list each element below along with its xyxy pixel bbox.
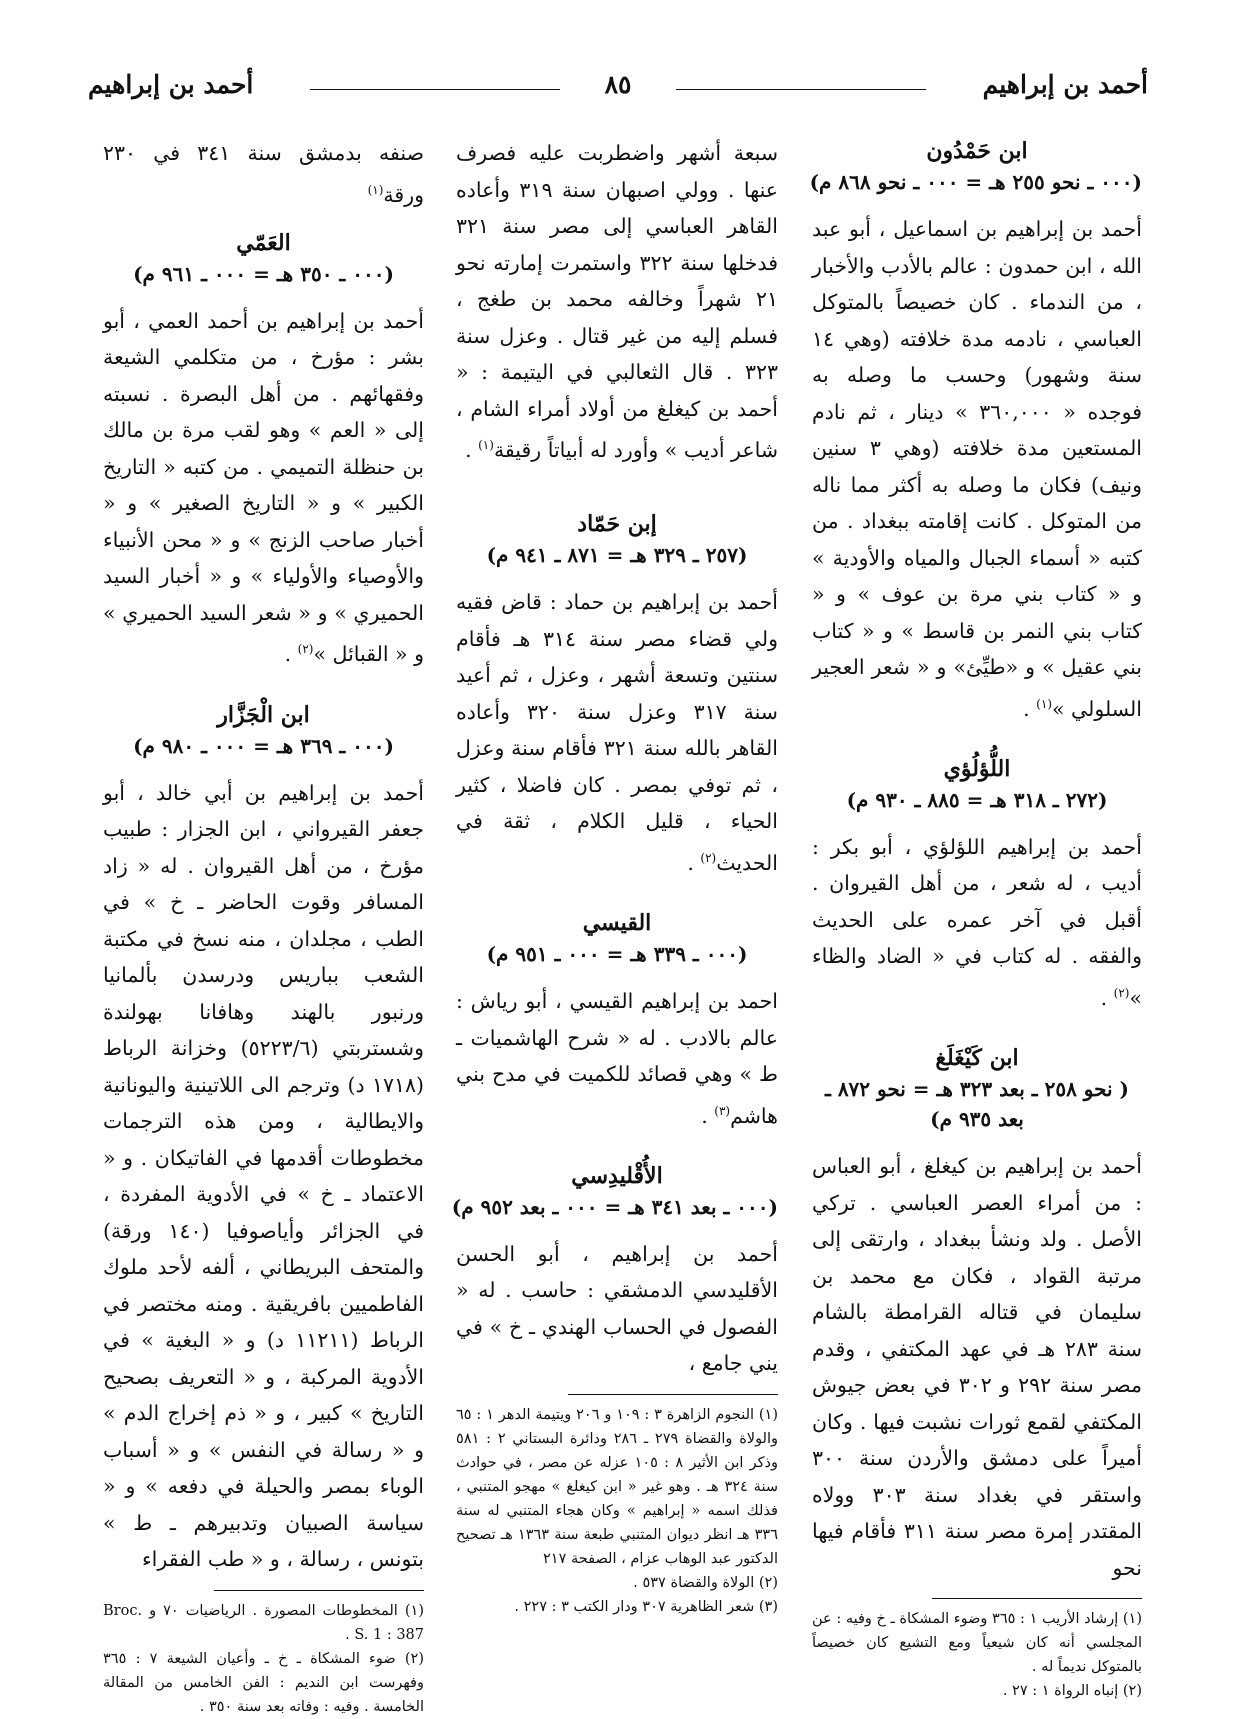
entry-heading: ابن حَمْدُون (926, 138, 1028, 164)
page-number: ٨٥ (604, 70, 632, 99)
footnote-ref: (١) (1036, 696, 1052, 711)
left-column (103, 135, 424, 1719)
footnote-rule (568, 1394, 778, 1395)
running-header (88, 70, 1148, 110)
entry-body-continued: سبعة أشهر واضطربت عليه فصرف عنها . وولي اصبهان سنة ٣١٩ وأعاده القاهر العباسي إلى مصر سنة ٣٢١ فدخلها سنة ٣٢٢ واستمرت إمارته نحو ٢١ شهراً وخالفه محمد بن طغج ، فسلم إليه من غير قتال . وعزل سنة ٣٢٣ . قال الثعالبي في اليتيمة : « أحمد بن كيغلغ من أولاد أمراء الشام ، شاعر أديب » وأورد له أبياتاً رقيقة$^{(١)}$ . (456, 141, 778, 462)
entry-heading: اللُّؤلُؤي (943, 755, 1011, 782)
entry-body: احمد بن إبراهيم القيسي ، أبو رياش : عالم بالادب . له « شرح الهاشميات ـ ط » وهي قصائد للكميت في مدح بني هاشم$^{(٣)}$ . (456, 989, 778, 1128)
entry-heading: ابن كَيْغَلَغ (935, 1045, 1019, 1072)
entry-body-continued: صنفه بدمشق سنة ٣٤١ في ٢٣٠ ورقة$^{(١)}$ (103, 141, 424, 207)
entry-body: أحمد بن إبراهيم بن كيغلغ ، أبو العباس : من أمراء العصر العباسي . تركي الأصل . ولد ونشأ ببغداد ، وارتقى إلى مرتبة القواد ، فكان مع محمد بن سليمان في قتاله القرامطة بالشام سنة ٢٨٣ هـ في عهد المكتفي ، وقدم مصر سنة ٢٩٢ و ٣٠٢ في بعض جيوش المكتفي لقمع ثورات نشبت فيها . وكان أميراً على دمشق والأردن سنة ٣٠٠ واستقر في بغداد سنة ٣٠٣ وولاه المقتدر إمرة مصر سنة ٣١١ فأقام فيها نحو (812, 1154, 1143, 1580)
footnote: (٢) الولاة والقضاة ٥٣٧ . (633, 1574, 778, 1591)
footnote: (١) المخطوطات المصورة . الرياضيات ٧٠ و Broc. S. 1 : 387 . (103, 1602, 424, 1643)
footnote: (١) النجوم الزاهرة ٣ : ١٠٩ و ٢٠٦ ويتيمة الدهر ١ : ٦٥ والولاة والقضاة ٢٧٩ ـ ٢٨٦ ودائرة البستاني ٢ : ٥٨١ وذكر ابن الأثير ٨ : ١٠٥ عزله عن مصر ، في حوادث سنة ٣٢٤ هـ . وهو غير « ابن كيغلغ » مهجو المتنبي ، فذلك اسمه « إبراهيم » وكان هجاء المتنبي له سنة ٣٣٦ هـ انظر ديوان المتنبي طبعة سنة ١٣٦٣ هـ تصحيح الدكتور عبد الوهاب عزام ، الصفحة ٢١٧ (456, 1406, 779, 1567)
entry-body: أحمد بن إبراهيم بن حماد : قاض فقيه ولي قضاء مصر سنة ٣١٤ هـ فأقام سنتين وتسعة أشهر ، وعزل ، ثم أعيد سنة ٣١٧ وعزل سنة ٣٢٠ وأعاده القاهر بالله سنة ٣٢١ فأقام سنة وعزل ، ثم توفي بمصر . كان فاضلا ، كثير الحياء ، قليل الكلام ، ثقة في الحديث$^{(٢)}$ . (456, 590, 778, 875)
entry-heading: القيسي (582, 910, 652, 937)
entry-heading: الأُقْليدِسي (571, 1162, 663, 1189)
entry-body: أحمد بن إبراهيم اللؤلؤي ، أبو بكر : أديب ، له شعر ، من أهل القيروان . أقبل في آخر عمره على الحديث والفقه . له كتاب في « الضاد والظاء »$^{(٢)}$ . (812, 834, 1142, 1010)
header-rule-right (676, 89, 926, 90)
entry-dates: (٠٠٠ ـ نحو ٢٥٥ هـ = ٠٠٠ ـ نحو ٨٦٨ م) (809, 170, 1142, 194)
entry-body: أحمد بن إبراهيم بن أحمد العمي ، أبو بشر : مؤرخ ، من متكلمي الشيعة وفقهائهم . من أهل البصرة . نسبته إلى « العم » وهو لقب مرة بن مالك بن حنظلة التميمي . من كتبه « التاريخ الكبير » و « التاريخ الصغير » و « أخبار صاحب الزنج » و « محن الأنبياء والأوصياء والأولياء » و « أخبار السيد الحميري » و « شعر السيد الحميري » و « القبائل »$^{(٢)}$ . (103, 308, 424, 667)
entry-dates: ( نحو ٢٥٨ ـ بعد ٣٢٣ هـ = نحو ٨٧٢ ـ بعد ٩٣٥ م) (824, 1077, 1130, 1132)
entry-dates: (٠٠٠ ـ ٣٦٩ هـ = ٠٠٠ ـ ٩٨٠ م) (133, 733, 394, 758)
footnote-ref: (٢) (700, 850, 717, 865)
entry-heading: ابن الْجَزَّار (217, 701, 310, 728)
footnote-ref: (١) (367, 182, 384, 197)
entry-body: أحمد بن إبراهيم ، أبو الحسن الأقليدسي الدمشقي : حاسب . له « الفصول في الحساب الهندي ـ خ » في يني جامع ، (456, 1241, 778, 1376)
footnote: (١) إرشاد الأريب ١ : ٣٦٥ وضوء المشكاة ـ خ وفيه : عن المجلسي أنه كان شيعياً ومع التشيع كان خصيصاً بالمتوكل نديماً له . (812, 1611, 1142, 1676)
entry-dates: (٠٠٠ ـ ٣٥٠ هـ = ٠٠٠ ـ ٩٦١ م) (133, 261, 394, 286)
header-name-right: أحمد بن إبراهيم (982, 70, 1148, 99)
entry-heading: العَمّي (236, 229, 291, 256)
header-rule-left (310, 89, 560, 90)
entry-heading: إبن حَمّاد (577, 511, 657, 538)
footnote: (٢) إنباه الرواة ١ : ٢٧ . (1002, 1683, 1142, 1700)
entry-dates: (٢٧٢ ـ ٣١٨ هـ = ٨٨٥ ـ ٩٣٠ م) (846, 787, 1108, 812)
footnote: (٣) شعر الظاهرية ٣٠٧ ودار الكتب ٣ : ٢٢٧ . (514, 1598, 778, 1615)
footnote-rule (214, 1590, 424, 1591)
entry-body: أحمد بن إبراهيم بن اسماعيل ، أبو عبد الله ، ابن حمدون : عالم بالأدب والأخبار ، من الندماء . كان خصيصاً بالمتوكل العباسي ، نادمه مدة خلافته (وهي ١٤ سنة وشهور) وحسب ما وصله به فوجده « ٣٦٠,٠٠٠ » دينار ، ثم نادم المستعين مدة خلافته (وهي ٣ سنين ونيف) فكان ما وصله به أكثر مما ناله من المتوكل . كانت إقامته ببغداد . من كتبه « أسماء الجبال والمياه والأودية » و « كتاب بني مرة بن عوف » و « كتاب بني النمر بن قاسط » و « كتاب بني عقيل » و «طيِّئ» و « شعر العجير السلولي »$^{(١)}$ . (812, 217, 1143, 721)
footnote-ref: (٢) (297, 642, 314, 657)
entry-body: أحمد بن إبراهيم بن أبي خالد ، أبو جعفر القيرواني ، ابن الجزار : طبيب مؤرخ ، من أهل القيروان . له « زاد المسافر وقوت الحاضر ـ خ » في الطب ، مجلدان ، منه نسخ في مكتبة الشعب بباريس ودرسدن بألمانيا ورنبور بالهند وهافانا بهولندة وشستربتي (٥٢٢٣/٦) وخزانة الرباط (١٧١٨ د) وترجم الى اللاتينية واليونانية والايطالية ، ومن هذه الترجمات مخطوطات أقدمها في الفاتيكان . و « الاعتماد ـ خ » في الأدوية المفردة ، في الجزائر وأياصوفيا (١٤٠ ورقة) والمتحف البريطاني ، ألفه لأحد ملوك الفاطميين بافريقية . ومنه مختصر في الرباط (١١٢١١ د) و « البغية » في الأدوية المركبة ، و « التعريف بصحيح التاريخ » كبير ، و « ذم إخراج الدم » و « رسالة في النفس » و « أسباب الوباء بمصر والحيلة في دفعه » و « سياسة الصبيان وتدبيرهم ـ ط » بتونس ، رسالة ، و « طب الفقراء (103, 780, 424, 1572)
footnote-rule (932, 1598, 1142, 1599)
footnote-ref: (٢) (1113, 985, 1130, 1000)
right-column (809, 135, 1143, 1703)
entry-dates: (٠٠٠ ـ ٣٣٩ هـ = ٠٠٠ ـ ٩٥١ م) (486, 942, 748, 967)
entry-dates: (٠٠٠ ـ بعد ٣٤١ هـ = ٠٠٠ ـ بعد ٩٥٢ م) (451, 1194, 778, 1219)
footnote: (٢) ضوء المشكاة ـ خ ـ وأعيان الشيعة ٧ : ٣٦٥ وفهرست ابن النديم : الفن الخامس من المقالة الخامسة . وفيه : وفاته بعد سنة ٣٥٠ . (103, 1650, 424, 1715)
footnote-ref: (١) (478, 438, 494, 452)
middle-column (451, 135, 779, 1619)
entry-dates: (٢٥٧ ـ ٣٢٩ هـ = ٨٧١ ـ ٩٤١ م) (486, 543, 748, 568)
header-name-left: أحمد بن إبراهيم (88, 70, 254, 99)
footnote-ref: (٣) (714, 1103, 731, 1118)
